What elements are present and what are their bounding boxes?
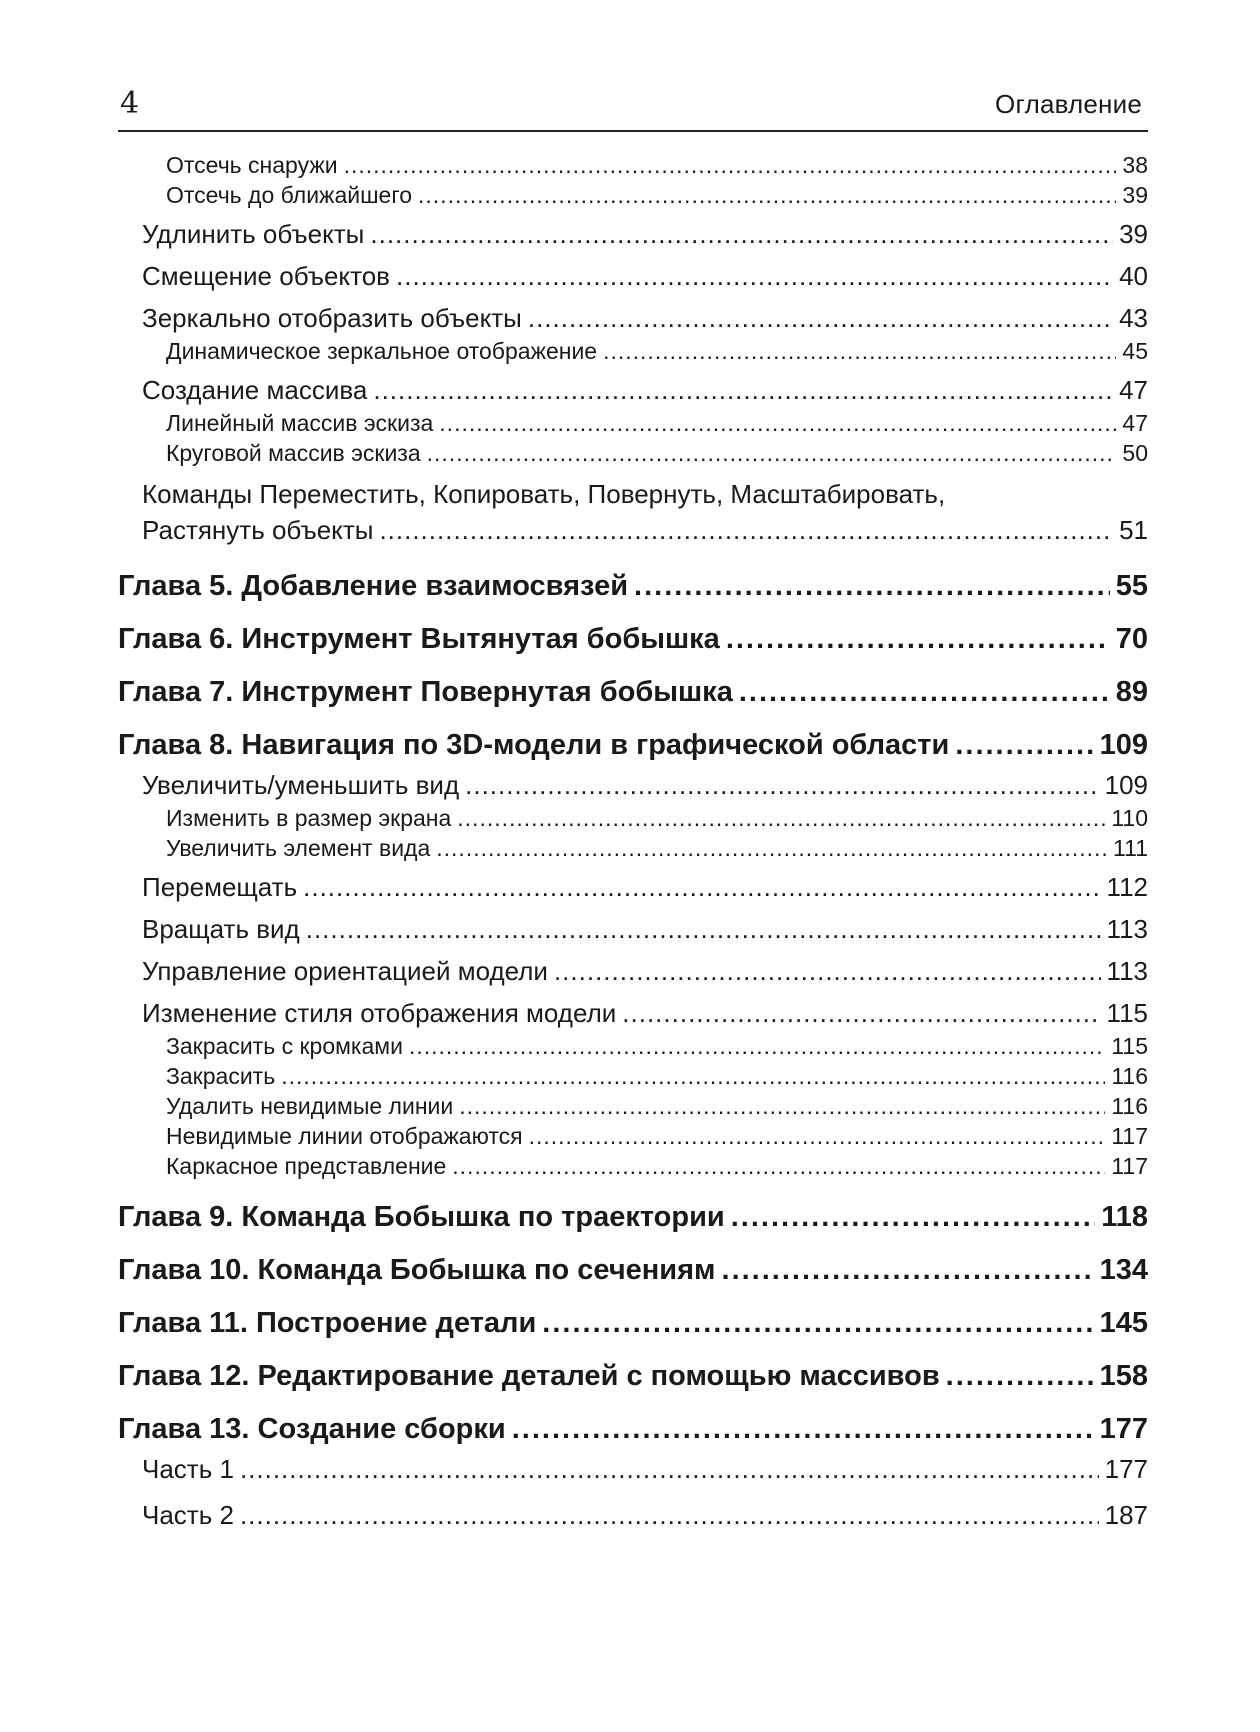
toc-entry[interactable] xyxy=(118,216,1148,252)
toc-entry-page: 38 xyxy=(1122,152,1148,178)
toc-entry-title: Каркасное представление xyxy=(166,1153,447,1179)
toc-entry-page: 39 xyxy=(1122,182,1148,208)
dot-leader xyxy=(439,408,1116,438)
dot-leader xyxy=(457,803,1105,833)
toc-entry-title: Растянуть объекты xyxy=(142,515,374,545)
dot-leader xyxy=(281,1061,1105,1091)
toc-entry-title: Увеличить/уменьшить вид xyxy=(142,770,460,800)
toc-entry[interactable] xyxy=(118,336,1148,366)
page-number: 4 xyxy=(120,86,140,121)
toc-entry-title: Изменить в размер экрана xyxy=(166,805,452,831)
toc-entry[interactable] xyxy=(118,1031,1148,1061)
toc-entry-page: 116 xyxy=(1111,1063,1148,1089)
toc-entry-page: 177 xyxy=(1104,1454,1148,1484)
dot-leader xyxy=(427,438,1117,468)
toc-chapter-title: Глава 13. Создание сборки xyxy=(118,1413,506,1445)
dot-leader xyxy=(731,1197,1095,1237)
toc-entry-title: Удалить невидимые линии xyxy=(166,1093,454,1119)
toc-entry[interactable] xyxy=(118,438,1148,468)
toc-chapter-title: Глава 8. Навигация по 3D-модели в графической области xyxy=(118,729,950,761)
dot-leader xyxy=(554,953,1101,989)
toc-chapter-title: Глава 9. Команда Бобышка по траектории xyxy=(118,1201,725,1233)
dot-leader xyxy=(739,672,1110,712)
toc-chapter-page: 89 xyxy=(1115,676,1148,708)
toc-entry-title: Невидимые линии отображаются xyxy=(166,1123,523,1149)
toc-chapter[interactable] xyxy=(118,566,1148,606)
toc-entry[interactable] xyxy=(118,869,1148,905)
toc-entry-title: Динамическое зеркальное отображение xyxy=(166,338,598,364)
toc-entry-title: Отсечь до ближайшего xyxy=(166,182,413,208)
toc-entry-title-line1: Команды Переместить, Копировать, Повернуть, Масштабировать, xyxy=(142,479,946,509)
dot-leader xyxy=(955,725,1093,765)
toc-chapter[interactable] xyxy=(118,619,1148,659)
toc-chapter-page: 70 xyxy=(1115,623,1148,655)
dot-leader xyxy=(409,1031,1105,1061)
dot-leader xyxy=(726,619,1110,659)
toc-chapter[interactable] xyxy=(118,1250,1148,1290)
running-title: Оглавление xyxy=(995,89,1142,119)
dot-leader xyxy=(528,300,1113,336)
toc-entry-title: Перемещать xyxy=(142,872,298,902)
toc-entry-page: 116 xyxy=(1111,1093,1148,1119)
toc-entry-title: Изменение стиля отображения модели xyxy=(142,998,617,1028)
toc-entry[interactable] xyxy=(118,1451,1148,1487)
toc-entry-title: Зеркально отобразить объекты xyxy=(142,303,522,333)
page-header xyxy=(118,82,1148,132)
toc-entry-page: 110 xyxy=(1111,805,1148,831)
dot-leader xyxy=(344,150,1117,180)
dot-leader xyxy=(946,1356,1094,1396)
toc-chapter-page: 55 xyxy=(1115,570,1148,602)
toc-entry-title: Линейный массив эскиза xyxy=(166,410,434,436)
toc-chapter-title: Глава 7. Инструмент Повернутая бобышка xyxy=(118,676,733,708)
toc-entry-title: Часть 2 xyxy=(142,1500,234,1530)
toc-entry-page: 115 xyxy=(1106,998,1148,1028)
dot-leader xyxy=(465,767,1098,803)
toc-entry[interactable] xyxy=(118,258,1148,294)
toc-entry[interactable] xyxy=(118,953,1148,989)
toc-entry[interactable] xyxy=(118,180,1148,210)
toc-entry-page: 47 xyxy=(1119,375,1148,405)
toc-chapter-page: 109 xyxy=(1099,729,1148,761)
toc-entry[interactable] xyxy=(118,803,1148,833)
toc-entry-title: Удлинить объекты xyxy=(142,219,365,249)
toc-entry-title: Создание массива xyxy=(142,375,368,405)
toc-chapter[interactable] xyxy=(118,1356,1148,1396)
toc-entry-page: 45 xyxy=(1122,338,1148,364)
dot-leader xyxy=(373,372,1113,408)
toc-entry-page: 187 xyxy=(1104,1500,1148,1530)
toc-chapter[interactable] xyxy=(118,725,1148,765)
toc-entry-page: 40 xyxy=(1119,261,1148,291)
toc-chapter-page: 158 xyxy=(1099,1360,1148,1392)
dot-leader xyxy=(529,1121,1106,1151)
toc-entry[interactable] xyxy=(118,300,1148,336)
toc-entry-title: Закрасить xyxy=(166,1063,276,1089)
toc-chapter[interactable] xyxy=(118,1409,1148,1449)
toc-entry-page: 113 xyxy=(1106,956,1148,986)
toc-entry[interactable] xyxy=(118,372,1148,408)
toc-chapter-page: 134 xyxy=(1099,1254,1148,1286)
table-of-contents xyxy=(118,150,1148,1533)
dot-leader xyxy=(303,869,1100,905)
toc-entry-title: Часть 1 xyxy=(142,1454,234,1484)
toc-entry-page: 109 xyxy=(1104,770,1148,800)
dot-leader xyxy=(512,1409,1094,1449)
toc-chapter-title: Глава 5. Добавление взаимосвязей xyxy=(118,570,629,602)
toc-entry[interactable] xyxy=(118,1151,1148,1181)
toc-chapter[interactable] xyxy=(118,672,1148,712)
toc-entry-title: Круговой массив эскиза xyxy=(166,440,421,466)
toc-chapter-page: 118 xyxy=(1101,1201,1148,1233)
toc-entry-page: 117 xyxy=(1111,1153,1148,1179)
toc-chapter-title: Глава 6. Инструмент Вытянутая бобышка xyxy=(118,623,720,655)
dot-leader xyxy=(306,911,1101,947)
toc-entry[interactable] xyxy=(118,833,1148,863)
toc-entry[interactable] xyxy=(118,1121,1148,1151)
dot-leader xyxy=(722,1250,1094,1290)
dot-leader xyxy=(452,1151,1105,1181)
toc-entry[interactable] xyxy=(118,476,1148,548)
dot-leader xyxy=(396,258,1113,294)
toc-entry-title: Управление ориентацией модели xyxy=(142,956,548,986)
toc-chapter-title: Глава 12. Редактирование деталей с помощью массивов xyxy=(118,1360,940,1392)
toc-chapter[interactable] xyxy=(118,1303,1148,1343)
toc-entry-page: 113 xyxy=(1106,914,1148,944)
toc-entry-page: 51 xyxy=(1119,515,1148,545)
toc-entry[interactable] xyxy=(118,911,1148,947)
toc-entry-page: 50 xyxy=(1122,440,1148,466)
toc-entry-page: 112 xyxy=(1106,872,1148,902)
toc-chapter-page: 145 xyxy=(1099,1307,1148,1339)
toc-entry[interactable] xyxy=(118,1497,1148,1533)
dot-leader xyxy=(240,1497,1099,1533)
toc-entry-page: 115 xyxy=(1111,1033,1148,1059)
toc-entry[interactable] xyxy=(118,767,1148,803)
toc-entry[interactable] xyxy=(118,150,1148,180)
toc-entry-page: 117 xyxy=(1111,1123,1148,1149)
toc-entry-page: 111 xyxy=(1113,835,1148,861)
dot-leader xyxy=(542,1303,1093,1343)
dot-leader xyxy=(459,1091,1105,1121)
toc-entry-title: Смещение объектов xyxy=(142,261,390,291)
toc-chapter-page: 177 xyxy=(1099,1413,1148,1445)
toc-entry-title: Вращать вид xyxy=(142,914,300,944)
dot-leader xyxy=(634,566,1110,606)
dot-leader xyxy=(370,216,1113,252)
dot-leader xyxy=(240,1451,1099,1487)
toc-entry[interactable] xyxy=(118,408,1148,438)
toc-chapter[interactable] xyxy=(118,1197,1148,1237)
toc-chapter-title: Глава 10. Команда Бобышка по сечениям xyxy=(118,1254,716,1286)
toc-entry[interactable] xyxy=(118,995,1148,1031)
toc-entry[interactable] xyxy=(118,1061,1148,1091)
toc-entry-title: Увеличить элемент вида xyxy=(166,835,431,861)
dot-leader xyxy=(603,336,1116,366)
toc-entry-page: 39 xyxy=(1119,219,1148,249)
dot-leader xyxy=(418,180,1116,210)
toc-chapter-title: Глава 11. Построение детали xyxy=(118,1307,537,1339)
dot-leader xyxy=(622,995,1100,1031)
toc-entry-page: 43 xyxy=(1119,303,1148,333)
dot-leader xyxy=(379,512,1113,548)
toc-entry-title: Закрасить с кромками xyxy=(166,1033,403,1059)
dot-leader xyxy=(436,833,1107,863)
toc-entry-page: 47 xyxy=(1122,410,1148,436)
toc-entry-title: Отсечь снаружи xyxy=(166,152,338,178)
toc-entry[interactable] xyxy=(118,1091,1148,1121)
